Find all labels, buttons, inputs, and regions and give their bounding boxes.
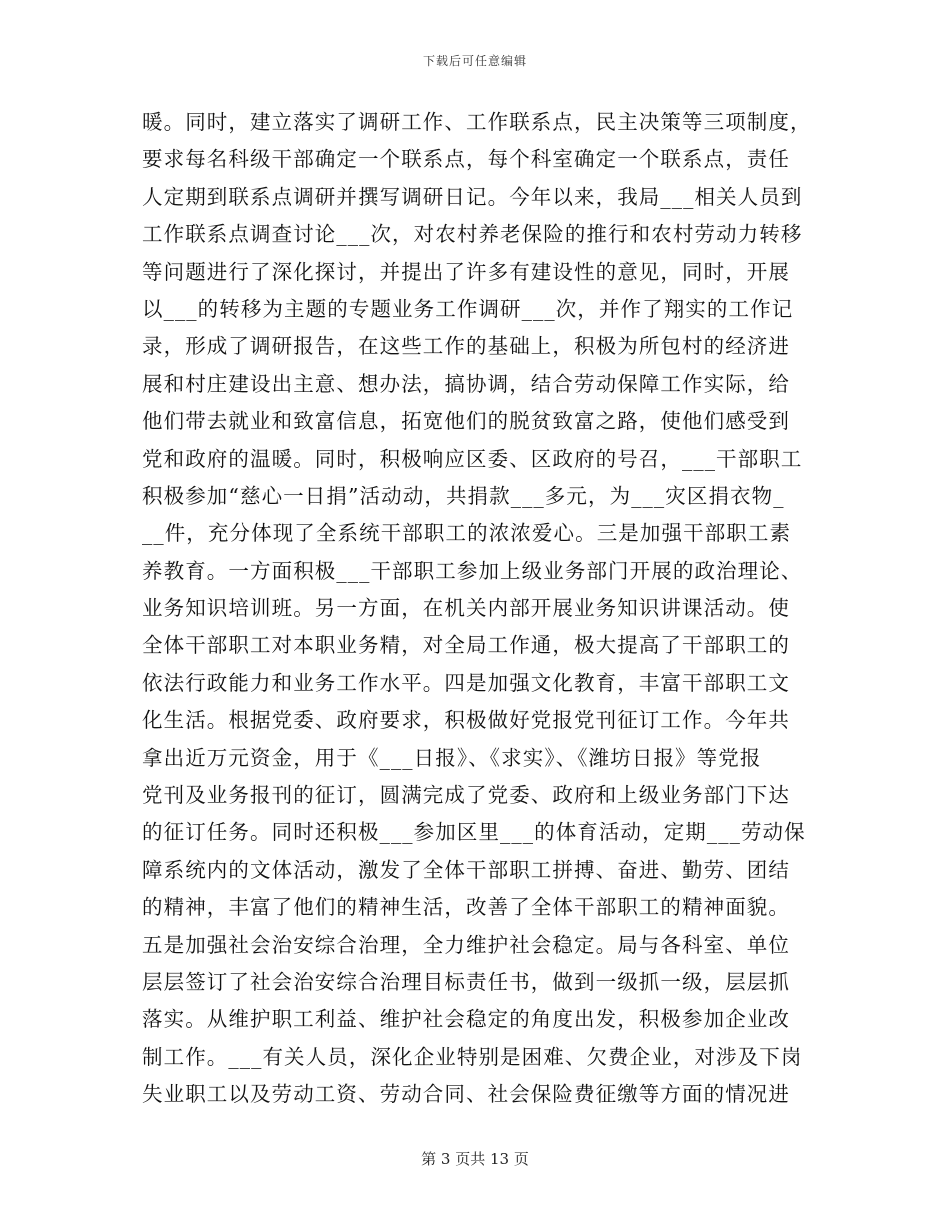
text-line: 的征订任务。同时还积极___参加区里___的体育活动，定期___劳动保: [142, 820, 806, 845]
text-line: 制工作。___有关人员，深化企业特别是困难、欠费企业，对涉及下岗: [142, 1044, 803, 1069]
text-line: 他们带去就业和致富信息，拓宽他们的脱贫致富之路，使他们感受到: [142, 409, 790, 434]
text-line: 全体干部职工对本职业务精，对全局工作通，极大提高了干部职工的: [142, 633, 790, 658]
text-line: 的精神，丰富了他们的精神生活，改善了全体干部职工的精神面貌。: [142, 895, 790, 920]
text-line: 养教育。一方面积极___干部职工参加上级业务部门开展的政治理论、: [142, 558, 803, 583]
text-line: __件，充分体现了全系统干部职工的浓浓爱心。三是加强干部职工素: [142, 521, 792, 546]
page-number-footer: 第 3 页共 13 页: [421, 1150, 529, 1168]
text-line: 障系统内的文体活动，激发了全体干部职工拼搏、奋进、勤劳、团结: [142, 857, 790, 882]
text-line: 党和政府的温暖。同时，积极响应区委、区政府的号召，___干部职工: [142, 446, 803, 471]
document-body: [142, 104, 818, 1114]
text-line: 失业职工以及劳动工资、劳动合同、社会保险费征缴等方面的情况进: [142, 1082, 790, 1107]
text-line: 以___的转移为主题的专题业务工作调研___次，并作了翔实的工作记: [142, 296, 794, 321]
text-line: 五是加强社会治安综合治理，全力维护社会稳定。局与各科室、单位: [142, 932, 790, 957]
text-line: 业务知识培训班。另一方面，在机关内部开展业务知识讲课活动。使: [142, 596, 790, 621]
text-line: 化生活。根据党委、政府要求，积极做好党报党刊征订工作。今年共: [142, 708, 790, 733]
text-line: 要求每名科级干部确定一个联系点，每个科室确定一个联系点，责任: [142, 147, 790, 172]
text-line: 录，形成了调研报告，在这些工作的基础上，积极为所包村的经济进: [142, 334, 790, 359]
text-line: 积极参加“慈心一日捐”活动动，共捐款___多元，为___灾区捐衣物_: [142, 483, 785, 508]
text-line: 展和村庄建设出主意、想办法，搞协调，结合劳动保障工作实际，给: [142, 371, 790, 396]
text-line: 工作联系点调查讨论___次，对农村养老保险的推行和农村劳动力转移: [142, 222, 803, 247]
text-line: 落实。从维护职工利益、维护社会稳定的角度出发，积极参加企业改: [142, 1007, 790, 1032]
text-line: 等问题进行了深化探讨，并提出了许多有建设性的意见，同时，开展: [142, 259, 790, 284]
text-line: 依法行政能力和业务工作水平。四是加强文化教育，丰富干部职工文: [142, 670, 790, 695]
text-line: 暖。同时，建立落实了调研工作、工作联系点，民主决策等三项制度，: [142, 110, 812, 134]
text-line: 党刊及业务报刊的征订，圆满完成了党委、政府和上级业务部门下达: [142, 783, 790, 808]
page-header-note: 下载后可任意编辑: [422, 54, 527, 68]
text-line: 层层签订了社会治安综合治理目标责任书，做到一级抓一级，层层抓: [142, 969, 790, 994]
text-line: 拿出近万元资金，用于《___日报》、《求实》、《潍坊日报》等党报: [142, 745, 762, 770]
text-line: 人定期到联系点调研并撰写调研日记。今年以来，我局___相关人员到: [142, 184, 803, 209]
